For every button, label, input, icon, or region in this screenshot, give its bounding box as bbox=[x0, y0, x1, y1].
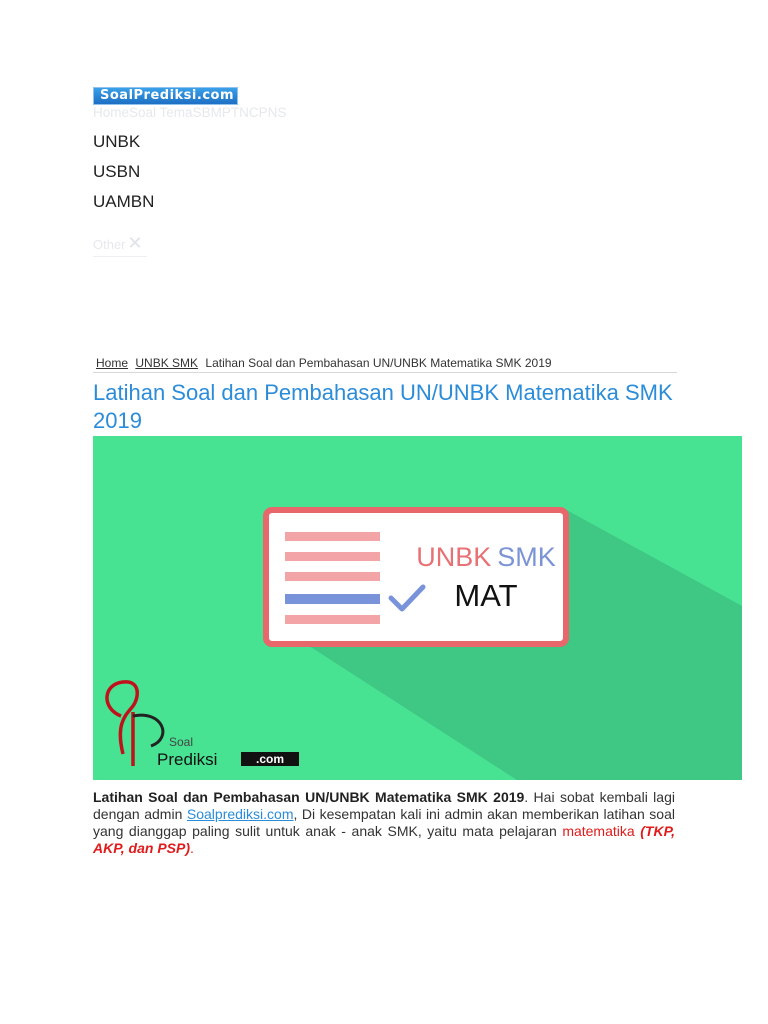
hero-stripe bbox=[285, 552, 380, 561]
other-label: Other bbox=[93, 237, 126, 252]
hero-line1 bbox=[416, 542, 556, 572]
category-item-usbn[interactable]: USBN bbox=[93, 162, 141, 181]
hero-line2: MAT bbox=[454, 578, 518, 613]
article-title[interactable]: Latihan Soal dan Pembahasan UN/UNBK Matematika SMK 2019 bbox=[93, 380, 673, 433]
nav-item-home[interactable]: Home bbox=[93, 105, 130, 120]
category-list bbox=[93, 132, 154, 222]
hero-stripe bbox=[285, 615, 380, 624]
hero-line1-part: UNBK bbox=[416, 542, 492, 572]
article-intro bbox=[93, 789, 675, 857]
intro-text: , Di kesempatan kali ini admin akan memberikan latihan soal yang dianggap paling sulit untuk anak - anak SMK, yaitu mata pelajaran bbox=[93, 806, 675, 839]
nav-item-soal-tema[interactable]: Soal Tema bbox=[129, 105, 193, 120]
intro-site-link[interactable]: Soalprediksi.com bbox=[186, 806, 294, 822]
intro-bold: Latihan Soal dan Pembahasan UN/UNBK Matematika SMK 2019 bbox=[93, 789, 525, 805]
intro-highlight: matematika bbox=[562, 823, 641, 839]
brand-small-text: Soal bbox=[169, 735, 194, 749]
hero-stripe bbox=[285, 572, 380, 581]
breadcrumb-section-link[interactable]: UNBK SMK bbox=[135, 356, 199, 370]
other-menu[interactable] bbox=[93, 233, 147, 257]
hero-line1-part: SMK bbox=[497, 542, 556, 572]
nav-item-sbmptn[interactable]: SBMPTN bbox=[192, 105, 249, 120]
hero-image bbox=[93, 436, 742, 780]
intro-text: . Hai sobat kembali lagi dengan admin bbox=[93, 789, 675, 822]
category-item-unbk[interactable]: UNBK bbox=[93, 132, 141, 151]
top-nav bbox=[93, 105, 286, 120]
breadcrumb-home-link[interactable]: Home bbox=[96, 356, 129, 370]
category-item-uambn[interactable]: UAMBN bbox=[93, 192, 155, 211]
logo-text: SoalPrediksi.com bbox=[100, 88, 235, 103]
intro-highlight-emphasis: (TKP, AKP, dan PSP) bbox=[93, 823, 675, 856]
intro-end: . bbox=[190, 840, 194, 856]
breadcrumb-current: Latihan Soal dan Pembahasan UN/UNBK Matematika SMK 2019 bbox=[205, 356, 552, 370]
nav-item-cpns[interactable]: CPNS bbox=[248, 105, 287, 120]
brand-big-text: Prediksi bbox=[157, 750, 218, 769]
breadcrumb bbox=[93, 356, 677, 373]
close-icon[interactable]: ✕ bbox=[127, 233, 143, 253]
hero-stripe bbox=[285, 532, 380, 541]
site-logo[interactable] bbox=[93, 87, 238, 105]
hero-stripe-highlight bbox=[285, 594, 380, 604]
hero-illustration bbox=[93, 436, 742, 780]
brand-suffix-text: .com bbox=[255, 752, 285, 766]
